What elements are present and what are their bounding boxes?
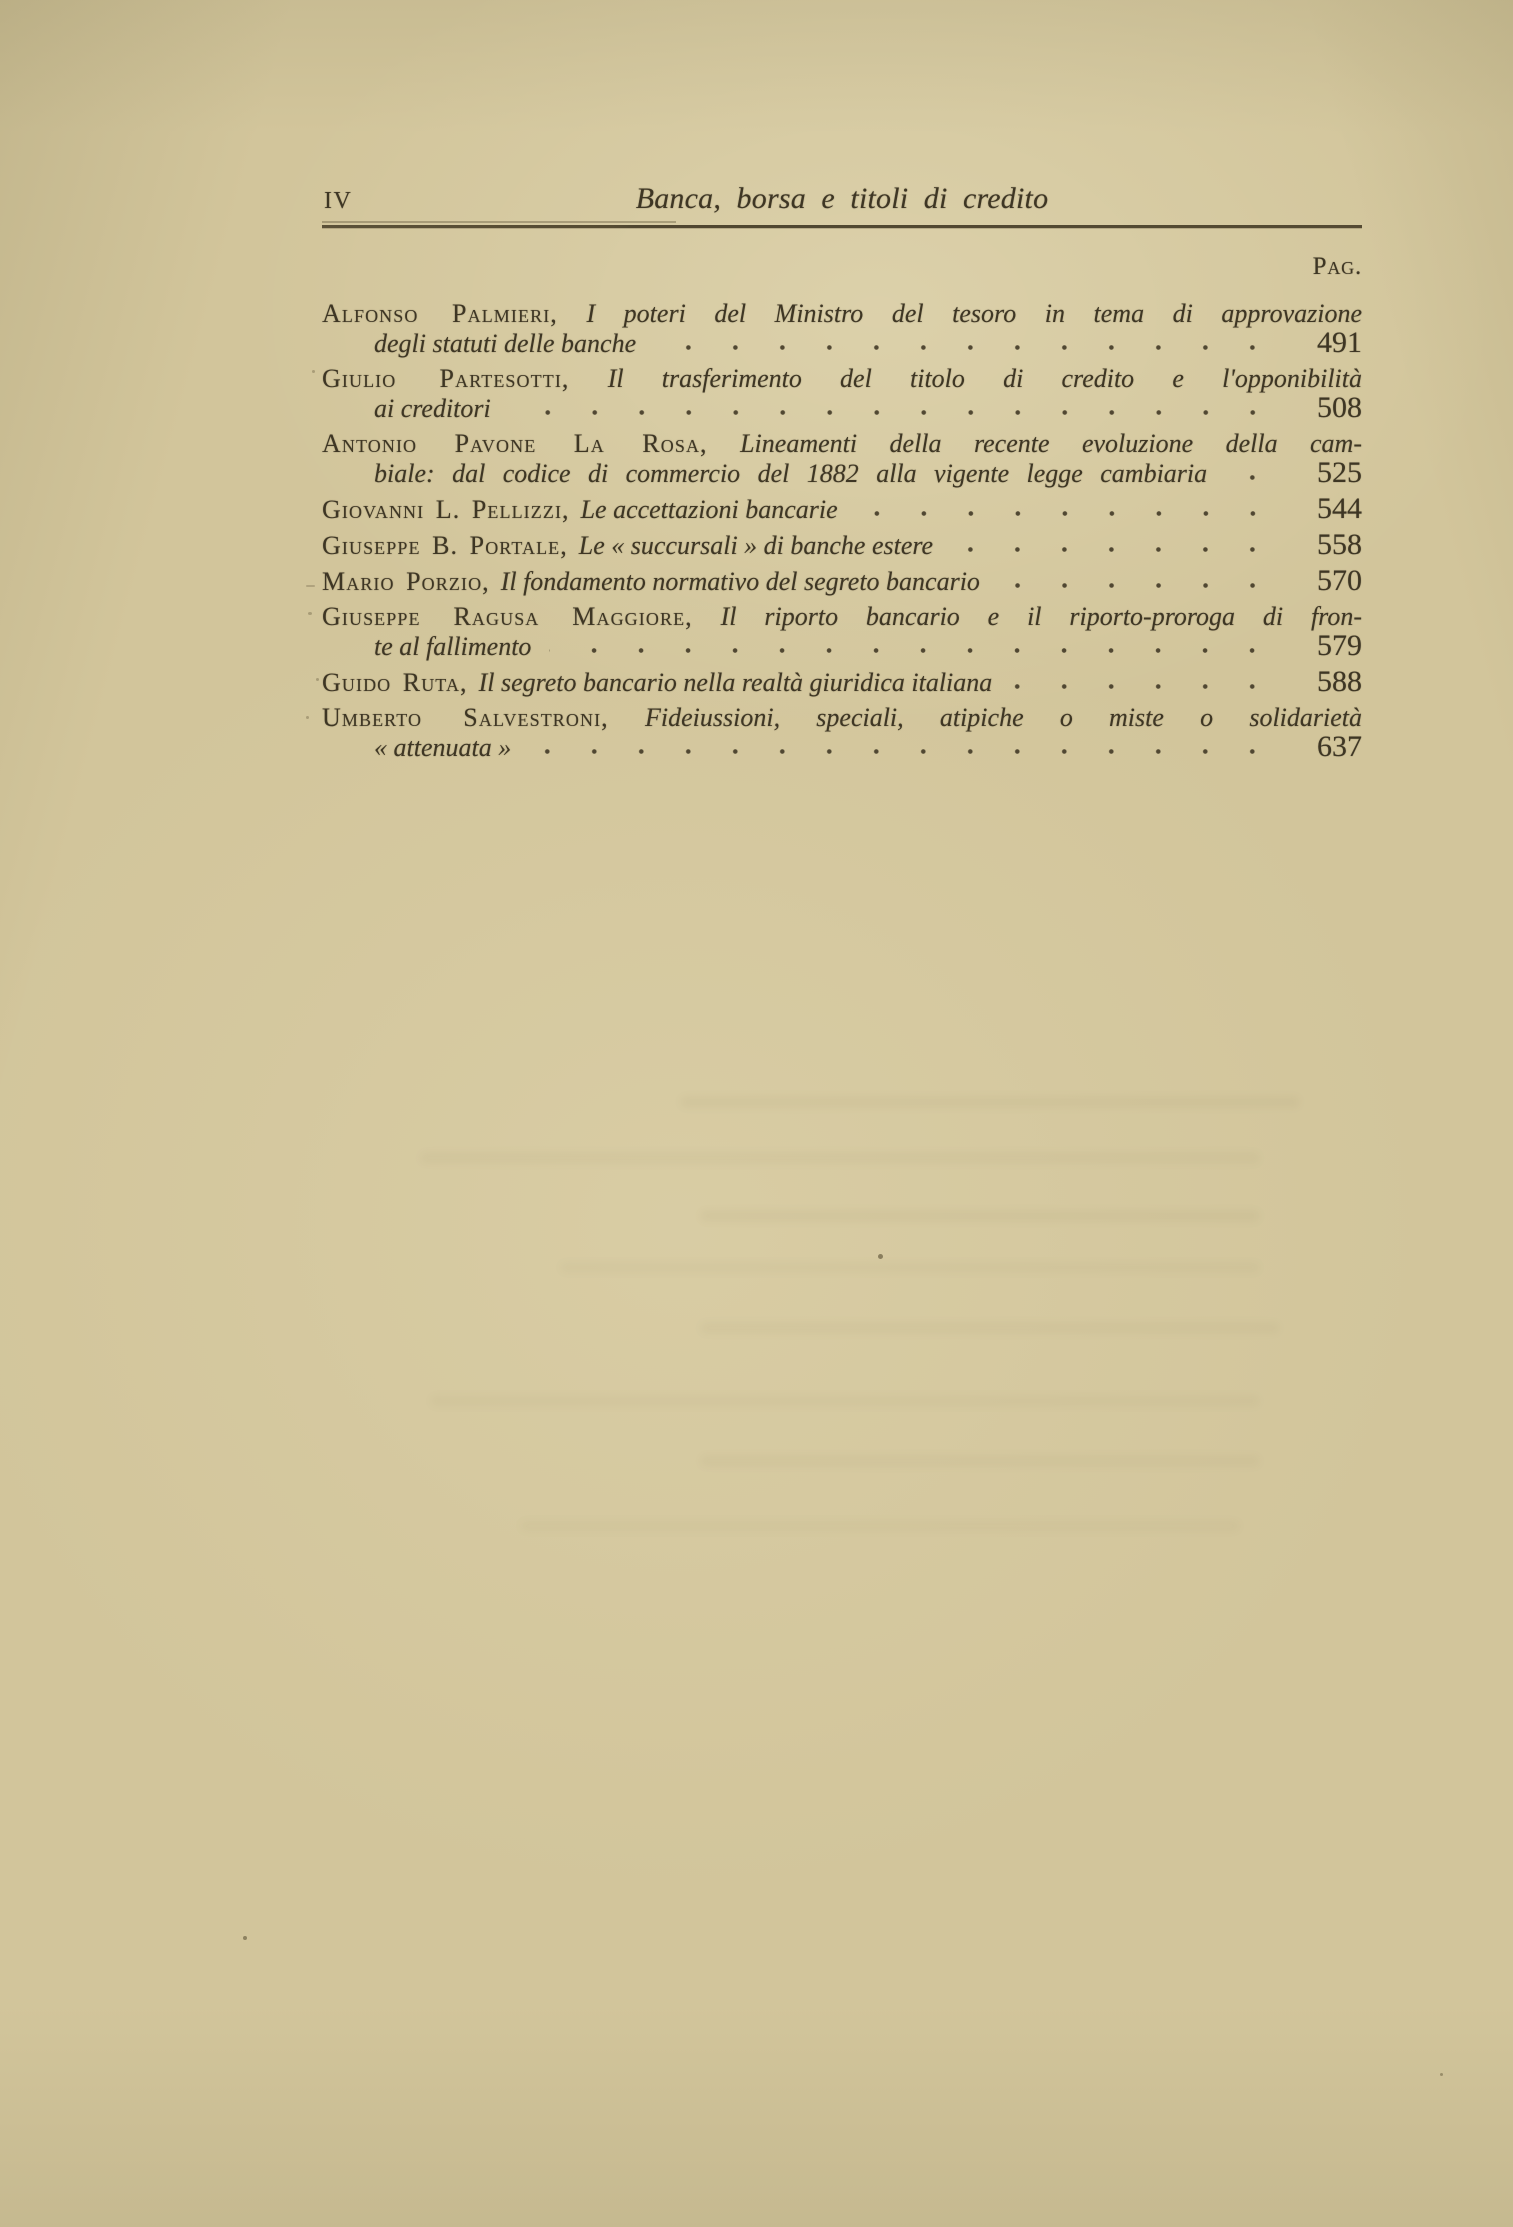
entry-author: Giuseppe Ragusa Maggiore, xyxy=(322,602,693,631)
dot-leader xyxy=(529,748,1276,755)
entry-page-number: 588 xyxy=(1317,665,1362,698)
entry-title: Il trasferimento del titolo di credito e l'opponibilità xyxy=(607,364,1362,393)
entry-author: Giulio Partesotti, xyxy=(322,364,570,393)
entry-line xyxy=(322,458,1362,488)
toc-entry xyxy=(322,299,1362,358)
entry-line xyxy=(322,530,1362,560)
entry-page-number: 558 xyxy=(1317,528,1362,561)
entry-line xyxy=(322,299,1362,328)
toc-entry xyxy=(322,530,1362,560)
dot-leader xyxy=(998,582,1276,589)
entry-title-continued: degli statuti delle banche xyxy=(374,329,637,358)
page-showthrough xyxy=(560,1262,1260,1273)
entry-line xyxy=(322,667,1362,697)
entry-line xyxy=(322,602,1362,631)
entry-title: Le accettazioni bancarie xyxy=(580,495,838,524)
entry-author: Giovanni L. Pellizzi, xyxy=(322,495,570,524)
page-showthrough xyxy=(680,1096,1300,1108)
entry-author: Umberto Salvestroni, xyxy=(322,703,609,732)
header-rule xyxy=(322,225,1362,228)
page-showthrough xyxy=(700,1322,1280,1334)
entry-line xyxy=(322,631,1362,661)
entry-author: Giuseppe B. Portale, xyxy=(322,531,568,560)
scan-speck xyxy=(878,1254,883,1259)
page-folio: IV xyxy=(324,188,353,214)
running-title: Banca, borsa e titoli di credito xyxy=(635,182,1049,215)
toc-entry xyxy=(322,364,1362,423)
dot-leader xyxy=(549,647,1276,654)
toc-entry xyxy=(322,566,1362,596)
entry-line xyxy=(322,732,1362,762)
entry-page-number: 544 xyxy=(1317,492,1362,525)
page-showthrough xyxy=(430,1395,1260,1407)
toc-entry xyxy=(322,602,1362,661)
page-showthrough xyxy=(700,1455,1260,1467)
scan-speck xyxy=(312,370,315,373)
text-block xyxy=(322,182,1362,768)
toc-entry xyxy=(322,703,1362,762)
entry-page-number: 570 xyxy=(1317,564,1362,597)
entry-page-number: 525 xyxy=(1317,456,1362,489)
dot-leader xyxy=(509,409,1276,416)
entry-title-continued: te al fallimento xyxy=(374,632,532,661)
toc-entry xyxy=(322,667,1362,697)
scan-speck xyxy=(243,1936,247,1940)
entry-line xyxy=(322,429,1362,458)
dot-leader xyxy=(654,344,1276,351)
entry-title: Fideiussioni, speciali, atipiche o miste o solidarietà xyxy=(645,703,1363,732)
entry-title-continued: biale: dal codice di commercio del 1882 alla vigente legge cambiaria xyxy=(374,459,1208,488)
entry-title: Lineamenti della recente evoluzione della cam- xyxy=(740,429,1362,458)
entry-page-number: 637 xyxy=(1317,730,1362,763)
page-showthrough xyxy=(420,1152,1260,1164)
entry-title: Il riporto bancario e il riporto-proroga di fron- xyxy=(720,602,1362,631)
scan-speck xyxy=(1440,2073,1443,2076)
entry-title: Il fondamento normativo del segreto bancario xyxy=(500,567,980,596)
entry-title-continued: « attenuata » xyxy=(374,733,512,762)
table-of-contents xyxy=(322,299,1362,762)
entry-line xyxy=(322,494,1362,524)
page-column-header: Pag. xyxy=(1312,253,1362,280)
page-showthrough xyxy=(700,1210,1260,1222)
entry-line xyxy=(322,328,1362,358)
dot-leader xyxy=(951,546,1276,553)
entry-page-number: 579 xyxy=(1317,629,1362,662)
entry-author: Guido Ruta, xyxy=(322,668,468,697)
scan-speck xyxy=(308,612,312,615)
entry-title: Le « succursali » di banche estere xyxy=(578,531,934,560)
entry-author: Mario Porzio, xyxy=(322,567,490,596)
scan-speck xyxy=(316,678,319,681)
page-showthrough xyxy=(520,1520,1240,1532)
dot-leader xyxy=(856,510,1276,517)
toc-entry xyxy=(322,494,1362,524)
entry-line xyxy=(322,703,1362,732)
entry-line xyxy=(322,566,1362,596)
running-head xyxy=(322,182,1362,218)
toc-entry xyxy=(322,429,1362,488)
entry-title: Il segreto bancario nella realtà giuridica italiana xyxy=(478,668,993,697)
entry-author: Antonio Pavone La Rosa, xyxy=(322,429,708,458)
scan-speck xyxy=(306,716,309,719)
dot-leader xyxy=(1010,683,1276,690)
entry-page-number: 491 xyxy=(1317,326,1362,359)
scan-speck xyxy=(306,585,315,587)
entry-page-number: 508 xyxy=(1317,391,1362,424)
entry-title-continued: ai creditori xyxy=(374,394,491,423)
entry-line xyxy=(322,364,1362,393)
dot-leader xyxy=(1225,474,1276,481)
entry-title: I poteri del Ministro del tesoro in tema di approvazione xyxy=(586,299,1362,328)
entry-author: Alfonso Palmieri, xyxy=(322,299,558,328)
entry-line xyxy=(322,393,1362,423)
